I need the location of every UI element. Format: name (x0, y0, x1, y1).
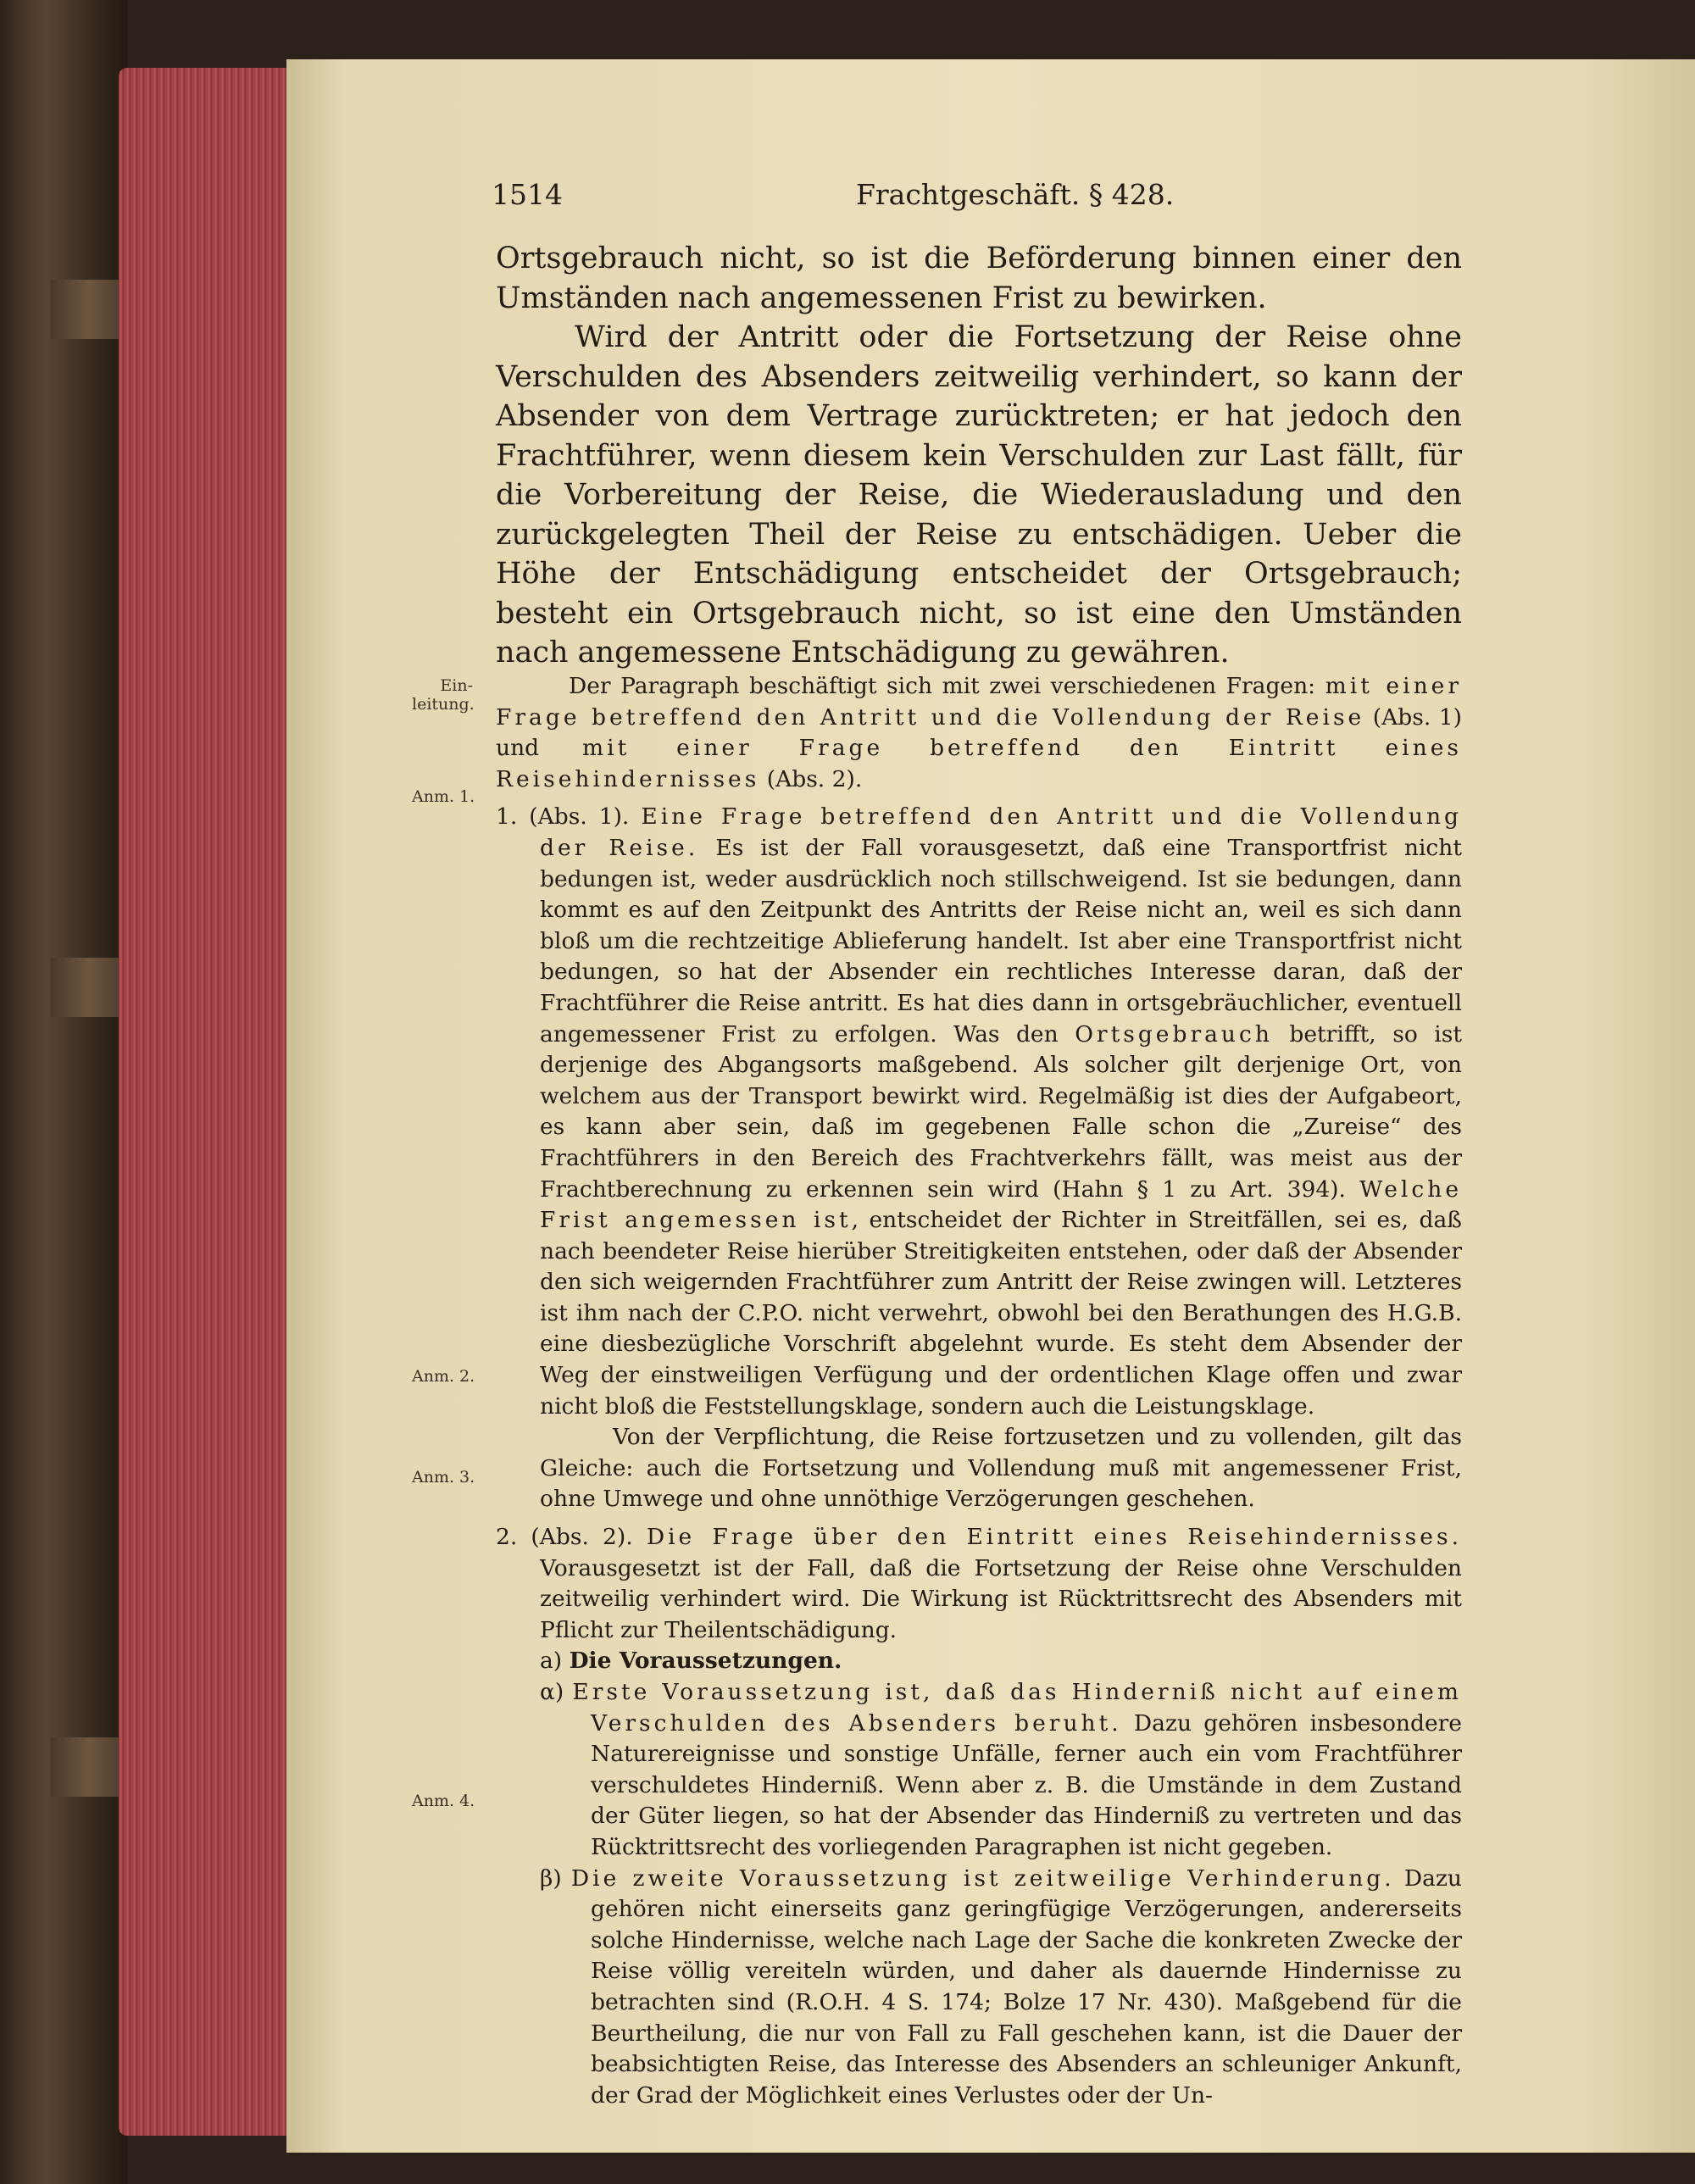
spine-band (51, 958, 127, 1017)
spine-band (51, 280, 127, 339)
section-heading: Eine Frage betreffend den Antritt und die Vollendung der Reise. (540, 803, 1462, 861)
spaced-emphasis: Ortsgebrauch (1075, 1020, 1273, 1048)
section-number: 1. (Abs. 1). (496, 803, 642, 831)
margin-note-anm-1: Anm. 1. (412, 787, 475, 806)
item-alpha (496, 1677, 1462, 1864)
text-run: Der Paragraph beschäftigt sich mit zwei verschiedenen Fragen: (569, 673, 1325, 699)
text-run: Dazu gehören insbesondere Naturereignisse und sonstige Unfälle, ferner auch ein vom Frachtführer verschuldetes Hinderniß. Wenn aber z. B. die Umstände in dem Zustand der Güter liegen, so hat der Absender das Hinderniß zu vertreten und das Rücktrittsrecht des vorliegenden Paragraphen ist nicht gegeben. (591, 1709, 1462, 1860)
item-heading: Erste Voraussetzung ist, daß das Hinderniß nicht auf einem Verschulden des Absenders beruht. (572, 1679, 1462, 1737)
book-page (286, 59, 1695, 2153)
subsection-a (496, 1646, 1462, 1677)
text-run: (Abs. 1) und (496, 703, 1462, 762)
statute-paragraph: Ortsgebrauch nicht, so ist die Beförderung binnen einer den Umständen nach angemessenen Frist zu bewirken. (496, 242, 1462, 315)
statute-text (496, 239, 1462, 673)
commentary-section-1 (496, 802, 1462, 1422)
intro-paragraph (496, 671, 1462, 795)
text-run: (Abs. 2). (759, 765, 863, 792)
statute-paragraph: Wird der Antritt oder die Fortsetzung der Reise ohne Verschulden des Absenders zeitweilig verhindert, so kann der Absender von dem Vertrage zurücktreten; er hat jedoch den Frachtführer, wenn diesem kein Verschulden zur Last fällt, für die Vorbereitung der Reise, die Wiederausladung und den zurückgelegten Theil der Reise zu entschädigen. Ueber die Höhe der Entschädigung entscheidet der Ortsgebrauch; besteht ein Ortsgebrauch nicht, so ist eine den Umständen nach angemessene Entschädigung zu gewähren. (496, 320, 1462, 670)
section-heading: Die Frage über den Eintritt eines Reisehindernisses. (646, 1524, 1462, 1551)
margin-note-einleitung: Ein- leitung. (412, 676, 475, 714)
text-run: Dazu gehören nicht einerseits ganz geringfügige Verzögerungen, andererseits solche Hindernisse, welche nach Lage der Sache die konkreten Zwecke der Reise völlig vereiteln würden, und daher als dauernde Hindernisse zu betrachten sind (R.O.H. 4 S. 174; Bolze 17 Nr. 430). Maßgebend für die Beurtheilung, die nur von Fall zu Fall geschehen kann, ist die Dauer der beabsichtigten Reise, das Interesse des Absenders an schleuniger Ankunft, der Grad der Möglichkeit eines Verlustes oder der Un- (591, 1864, 1462, 2109)
subsection-label: a) (540, 1648, 570, 1675)
margin-note-anm-2: Anm. 2. (412, 1367, 475, 1386)
text-run: Es ist der Fall vorausgesetzt, daß eine Transportfrist nicht bedungen ist, weder ausdrücklich noch stillschweigend. Ist sie bedungen, dann kommt es auf den Zeitpunkt des Antritts der Reise nicht an, weil es sich dann bloß um die rechtzeitige Ablieferung handelt. Ist aber eine Transportfrist nicht bedungen, so hat der Absender ein rechtliches Interesse daran, daß der Frachtführer die Reise antritt. Es hat dies dann in ortsgebräuchlicher, eventuell angemessener Frist zu erfolgen. Was den (540, 834, 1462, 1048)
running-head: Frachtgeschäft. § 428. (856, 178, 1175, 211)
commentary-paragraph-anm-2: Von der Verpflichtung, die Reise fortzusetzen und zu vollenden, gilt das Gleiche: auch die Fortsetzung und Vollendung muß mit angemessener Frist, ohne Umwege und ohne unnöthige Verzögerungen geschehen. (540, 1424, 1462, 1513)
page-header (492, 178, 1458, 217)
book-spine (0, 0, 127, 2184)
section-number: 2. (Abs. 2). (496, 1524, 647, 1551)
spaced-emphasis: mit einer Frage betreffend den Eintritt eines Reisehindernisses (496, 735, 1462, 792)
page-edges (119, 68, 292, 2136)
page-number: 1514 (492, 178, 563, 211)
page-content (286, 59, 1695, 2153)
text-run: , entscheidet der Richter in Streitfällen, sei es, daß nach beendeter Reise hierüber Streitigkeiten entstehen, oder daß der Absender den sich weigernden Frachtführer zum Antritt der Reise zwingen will. Letzteres ist ihm nach der C.P.O. nicht verwehrt, obwohl bei den Berathungen des H.G.B. eine diesbezügliche Vorschrift abgelehnt wurde. Es steht dem Absender der Weg der einstweiligen Verfügung und der ordentlichen Klage offen und zwar nicht bloß die Feststellungsklage, sondern auch die Leistungsklage. (540, 1207, 1462, 1420)
item-beta (496, 1864, 1462, 2112)
text-run: Vorausgesetzt ist der Fall, daß die Fortsetzung der Reise ohne Verschulden zeitweilig verhindert wird. Die Wirkung ist Rücktrittsrecht des Absenders mit Pflicht zur Theilentschädigung. (540, 1554, 1462, 1643)
margin-note-anm-3: Anm. 3. (412, 1468, 475, 1487)
margin-note-anm-4: Anm. 4. (412, 1792, 475, 1810)
item-label: β) (540, 1864, 571, 1892)
spaced-emphasis: mit einer Frage betreffend den Antritt und die Vollendung der Reise (496, 673, 1462, 731)
spine-band (51, 1737, 127, 1797)
commentary-section-2 (496, 1522, 1462, 1646)
subsection-heading: Die Voraussetzungen. (569, 1648, 842, 1675)
text-run: betrifft, so ist derjenige des Abgangsorts maßgebend. Als solcher gilt derjenige Ort, von welchem aus der Transport bewirkt wird. Regelmäßig ist dies der Aufgabeort, es kann aber sein, daß im gegebenen Falle schon die „Zureise“ des Frachtführers in den Bereich des Frachtverkehrs fällt, was meist aus der Frachtberechnung zu erkennen sein wird (Hahn § 1 zu Art. 394). (540, 1020, 1462, 1203)
item-heading: Die zweite Voraussetzung ist zeitweilige Verhinderung. (570, 1864, 1395, 1892)
commentary (496, 671, 1462, 2111)
spaced-emphasis: Welche Frist angemessen ist (540, 1175, 1462, 1234)
item-label: α) (540, 1679, 573, 1705)
